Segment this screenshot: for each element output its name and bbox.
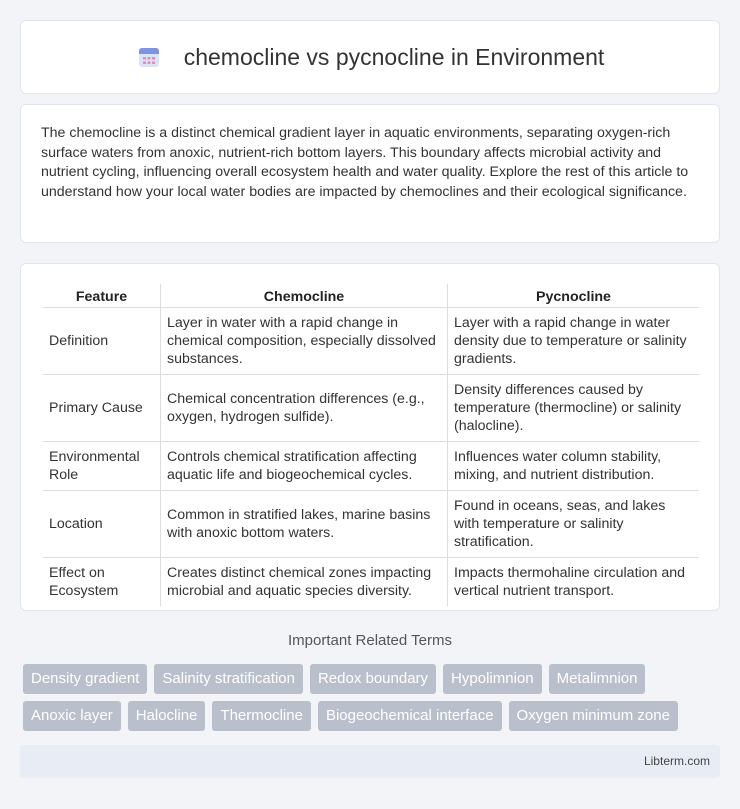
chemocline-cell: Chemical concentration differences (e.g., oxygen, hydrogen sulfide). bbox=[161, 375, 448, 442]
chemocline-cell: Controls chemical stratification affecting aquatic life and biogeochemical cycles. bbox=[161, 442, 448, 491]
related-term-tag[interactable]: Thermocline bbox=[212, 701, 311, 731]
table-row bbox=[43, 308, 699, 375]
chemocline-cell: Creates distinct chemical zones impacting microbial and aquatic species diversity. bbox=[161, 558, 448, 607]
table-row bbox=[43, 491, 699, 558]
chemocline-cell: Layer in water with a rapid change in chemical composition, especially dissolved substances. bbox=[161, 308, 448, 375]
feature-cell: Effect on Ecosystem bbox=[49, 565, 119, 599]
footer-site-link[interactable]: Libterm.com bbox=[643, 754, 710, 768]
related-term-tag[interactable]: Oxygen minimum zone bbox=[509, 701, 678, 731]
table-row bbox=[43, 558, 699, 607]
related-terms-list bbox=[23, 664, 723, 738]
calendar-icon bbox=[136, 44, 162, 70]
related-term-tag[interactable]: Salinity stratification bbox=[154, 664, 303, 694]
footer bbox=[20, 745, 720, 778]
feature-cell: Location bbox=[43, 491, 161, 558]
intro-card bbox=[20, 104, 720, 243]
related-terms-title: Important Related Terms bbox=[288, 632, 452, 649]
pycnocline-cell: Found in oceans, seas, and lakes with temperature or salinity stratification. bbox=[448, 491, 700, 558]
column-header: Feature bbox=[43, 284, 161, 308]
table-header-row bbox=[43, 284, 699, 308]
pycnocline-cell: Density differences caused by temperature (thermocline) or salinity (halocline). bbox=[448, 375, 700, 442]
table-row bbox=[43, 375, 699, 442]
table-row bbox=[43, 442, 699, 491]
related-term-tag[interactable]: Metalimnion bbox=[549, 664, 646, 694]
related-term-tag[interactable]: Halocline bbox=[128, 701, 206, 731]
related-term-tag[interactable]: Redox boundary bbox=[310, 664, 436, 694]
page-title: chemocline vs pycnocline in Environment bbox=[183, 43, 605, 70]
pycnocline-cell: Impacts thermohaline circulation and vertical nutrient transport. bbox=[448, 558, 700, 607]
chemocline-cell: Common in stratified lakes, marine basins with anoxic bottom waters. bbox=[161, 491, 448, 558]
feature-cell: Definition bbox=[43, 308, 161, 375]
comparison-card bbox=[20, 263, 720, 611]
related-term-tag[interactable]: Density gradient bbox=[23, 664, 147, 694]
related-term-tag[interactable]: Anoxic layer bbox=[23, 701, 121, 731]
related-term-tag[interactable]: Biogeochemical interface bbox=[318, 701, 502, 731]
comparison-table bbox=[43, 284, 699, 606]
pycnocline-cell: Influences water column stability, mixing, and nutrient distribution. bbox=[448, 442, 700, 491]
pycnocline-cell: Layer with a rapid change in water density due to temperature or salinity gradients. bbox=[448, 308, 700, 375]
column-header: Chemocline bbox=[161, 284, 448, 308]
intro-text: The chemocline is a distinct chemical gradient layer in aquatic environments, separating oxygen-rich surface waters from anoxic, nutrient-rich bottom layers. This boundary affects microbial activity and nutrient cycling, influencing overall ecosystem health and water quality. Explore the rest of this article to understand how your local water bodies are impacted by chemoclines and their ecological significance. bbox=[41, 125, 689, 200]
feature-cell: Environmental Role bbox=[43, 442, 161, 491]
feature-cell: Primary Cause bbox=[43, 375, 161, 442]
column-header: Pycnocline bbox=[448, 284, 700, 308]
related-term-tag[interactable]: Hypolimnion bbox=[443, 664, 542, 694]
header-card bbox=[20, 20, 720, 94]
